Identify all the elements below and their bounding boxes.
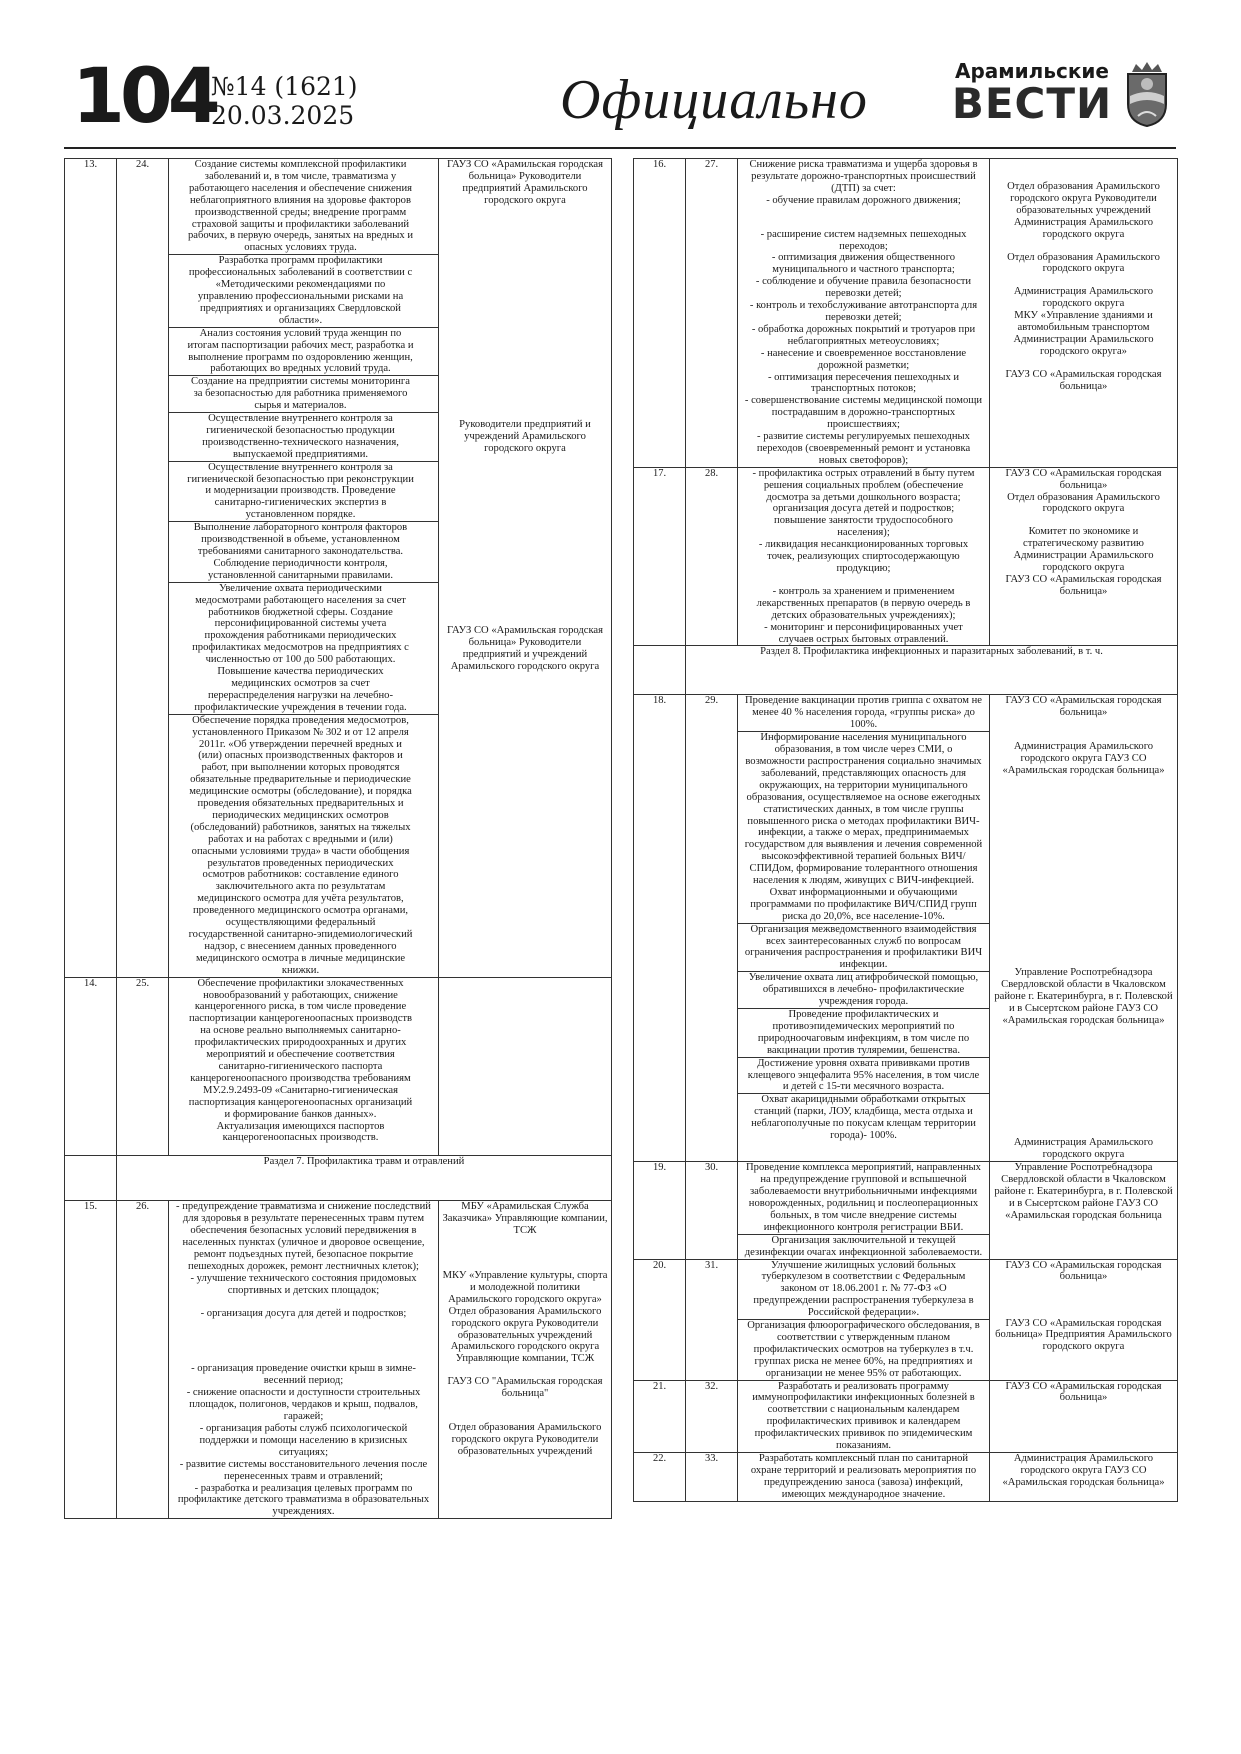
table-row-20	[634, 1259, 1178, 1380]
responsible-text: ГАУЗ СО «Арамильская городская больница»	[1005, 695, 1162, 719]
coat-of-arms-icon	[1124, 60, 1170, 128]
activity-cell	[169, 159, 439, 978]
responsible-cell	[990, 695, 1178, 1162]
activity-cell	[738, 695, 990, 1162]
activity-cell: Разработать и реализовать программу иммунопрофилактики инфекционных болезней в соответствии с национальным календарем профилактических прививок и календарем профилактических прививок по эпидемическим показаниям.	[738, 1380, 990, 1452]
responsible-text: ГАУЗ СО «Арамильская городская больница»	[1005, 1259, 1162, 1283]
responsible-cell	[990, 159, 1178, 468]
row-number: 22.	[634, 1453, 686, 1502]
responsible-text: ГАУЗ СО «Арамильская городская больница» Руководители предприятий Арамильского городского округа	[446, 159, 604, 206]
responsible-text: Комитет по экономике и стратегическому развитию Администрации Арамильского городского округа	[1013, 526, 1154, 574]
responsible-text: Руководители предприятий и учреждений Арамильского городского округа	[459, 419, 591, 454]
activity-item: Разработка программ профилактики профессиональных заболеваний в соответствии с «Методическими рекомендациями по управлению профессиональными рисками на предприятиях и организациях Свердловской области».	[169, 255, 438, 327]
responsible-text: Отдел образования Арамильского городского округа Руководители образовательных учреждений Арамильского городского округа	[448, 1305, 602, 1353]
page-header	[0, 0, 1241, 150]
issue-date: 20.03.2025	[211, 101, 355, 130]
activity-cell	[738, 1162, 990, 1259]
activity-item: Осуществление внутреннего контроля за гигиенической безопасностью продукции производственно-технического назначения, выпускаемой предприятиями.	[169, 413, 438, 462]
activity-item: - развитие системы регулируемых пешеходных переходов (своевременный ремонт и установка новых светофоров);	[756, 431, 971, 466]
table-row-15	[65, 1201, 612, 1519]
table-row-19	[634, 1162, 1178, 1259]
item-number: 27.	[686, 159, 738, 468]
activity-item: - ликвидация несанкционированных торговых точек, реализующих спиртосодержающую продукцию;	[758, 539, 969, 574]
table-row-13	[65, 159, 612, 978]
responsible-text: Управляющие компании, ТСЖ	[455, 1353, 595, 1365]
activity-item: Улучшение жилищных условий больных туберкулезом в соответствии с Федеральным законом от 18.06.2001 г. № 77-ФЗ «О предупреждении распространения туберкулеза в Российской федерации».	[738, 1260, 989, 1321]
empty-cell	[634, 646, 686, 695]
activity-item: Информирование населения муниципального образования, в том числе через СМИ, о возможности распространения социально значимых заболеваний, представляющих опасность для окружающих, на территории муниципального образования, осуществляемое на основе ежегодных статистических данных, в том числе группы повышенного риска о методах профилактики ВИЧ-инфекции, а также о мерах, предпринимаемых государством для выявления и лечения современной высокоэффективной терапией больных ВИЧ/СПИДом, формирование толерантного отношения населения к людям, живущих с ВИЧ-инфекцией. Охват информационными и обучающими программами по профилактике ВИЧ/СПИД групп риска до 20,0%, все население-10%.	[738, 732, 989, 924]
responsible-text: Администрация Арамильского городского округа	[1013, 1137, 1154, 1161]
item-number: 26.	[117, 1201, 169, 1519]
newspaper-logo	[942, 60, 1122, 126]
item-number: 33.	[686, 1453, 738, 1502]
logo-line-2: ВЕСТИ	[951, 79, 1113, 128]
responsible-text: МБУ «Арамильская Служба Заказчика» Управляющие компании, ТСЖ	[442, 1201, 608, 1237]
activity-item: Выполнение лабораторного контроля факторов производственной в объеме, установленном требованиями санитарного законодательства. Соблюдение периодичности контроля, установленной санитарными правилами.	[169, 522, 438, 583]
responsible-text: ГАУЗ СО «Арамильская городская больница»	[1005, 467, 1162, 491]
activity-item: - оптимизация движения общественного муниципального и частного транспорта;	[771, 252, 956, 276]
activity-item: - совершенствование системы медицинской помощи пострадавшим в дорожно-транспортных происшествиях;	[744, 395, 983, 431]
activity-item: - расширение систем надземных пешеходных переходов;	[760, 228, 967, 252]
activity-item: - мониторинг и персонифицированных учет случаев острых бытовых отравлений.	[764, 621, 963, 645]
empty-cell	[65, 1156, 117, 1201]
activity-item: - контроль и техобслуживание автотранспорта для перевозки детей;	[749, 300, 978, 323]
activity-item: - улучшение технического состояния придомовых спортивных и детских площадок;	[190, 1272, 417, 1296]
activity-item: Проведение комплекса мероприятий, направленных на предупреждение групповой и вспышечной заболеваемости внутрибольничными инфекциями новорожденных, родильниц и послеоперационных больных, в том числе внедрение системы инфекционного контроля регистрации ВБИ.	[738, 1162, 989, 1234]
activity-item: Создание системы комплексной профилактики заболеваний и, в том числе, травматизма у работающего населения и обеспечение снижения неблагоприятного влияния на здоровье факторов производственной среды; внедрение программ страховой защиты и профилактики заболеваний рабочих, в первую очередь, занятых на вредных и опасных условиях труда.	[169, 159, 438, 255]
responsible-text: Администрация Арамильского городского округа	[1013, 286, 1154, 310]
activity-item: Организация флюорографического обследования, в соответствии с утвержденным планом профилактических осмотров на туберкулез в т.ч. группах риска не менее 60%, на предприятиях и организации не менее 95% от работающих.	[747, 1320, 980, 1379]
row-number: 19.	[634, 1162, 686, 1259]
row-number: 15.	[65, 1201, 117, 1519]
item-number: 29.	[686, 695, 738, 1162]
page-number: 104	[72, 51, 216, 140]
responsible-text: Администрация Арамильского городского округа ГАУЗ СО «Арамильская городская больница»	[1002, 741, 1165, 777]
row-number: 21.	[634, 1380, 686, 1452]
item-number: 31.	[686, 1259, 738, 1380]
activity-item: Анализ состояния условий труда женщин по итогам паспортизации рабочих мест, разработка и выполнение программ по оздоровлению женщин, работающих во вредных условий труда.	[169, 328, 438, 377]
activity-item: Охват акарицидными обработками открытых станций (парки, ЛОУ, кладбища, места отдыха и неблагополучные по покусам клещам территории города)- 100%.	[751, 1094, 976, 1142]
section-title: Официально	[560, 69, 868, 131]
row-number: 13.	[65, 159, 117, 978]
activity-cell	[169, 977, 439, 1156]
section-heading: Раздел 7. Профилактика травм и отравлений	[117, 1156, 612, 1201]
responsible-text: Управление Роспотребнадзора Свердловской области в Чкаловском районе г. Екатеринбурга, в г. Полевской и в Сысертском районе ГАУЗ СО «Арамильская городская больница»	[994, 967, 1173, 1027]
responsible-cell	[439, 159, 612, 978]
activity-item: - организация досуга для детей и подростков;	[200, 1307, 407, 1319]
activity-item: - организация работы служб психологической поддержки и помощи населению в кризисных ситуациях;	[199, 1423, 408, 1458]
activity-item: Организация межведомственного взаимодействия всех заинтересованных служб по вопросам ограничения распространения и профилактики ВИЧ инфекции.	[738, 924, 989, 973]
responsible-text: МКУ «Управление культуры, спорта и молодежной политики Арамильского городского округа»	[442, 1270, 608, 1305]
table-row-21	[634, 1380, 1178, 1452]
activity-item: Достижение уровня охвата прививками против клещевого энцефалита 95% населения, в том числе и детей с 15-ти месячного возраста.	[738, 1058, 989, 1095]
activity-item: - организация проведение очистки крыш в зимне-весенний период;	[191, 1363, 416, 1387]
activity-item: - контроль за хранением и применением лекарственных препаратов (в первую очередь в детских образовательных учреждениях);	[756, 585, 971, 621]
row-number: 14.	[65, 977, 117, 1156]
activity-item: - соблюдение и обучение правила безопасности перевозки детей;	[755, 276, 972, 300]
logo-line-1: Арамильские	[955, 59, 1109, 83]
table-row-22	[634, 1453, 1178, 1502]
responsible-cell	[990, 1259, 1178, 1380]
section-row-7	[65, 1156, 612, 1201]
activity-item: - снижение опасности и доступности строительных площадок, полигонов, чердаков и крыш, подвалов, гаражей;	[186, 1387, 421, 1423]
activity-item: - обучение правилам дорожного движения;	[766, 194, 961, 206]
activity-item: Снижение риска травматизма и ущерба здоровья в результате дорожно-транспортных происшествий (ДТП) за счет:	[749, 159, 978, 194]
activity-cell	[169, 1201, 439, 1519]
responsible-text: Отдел образования Арамильского городского округа Руководители образовательных учреждений	[1007, 181, 1160, 216]
activity-cell	[738, 1259, 990, 1380]
responsible-text: ГАУЗ СО «Арамильская городская больница»	[1005, 368, 1162, 392]
activity-item: Обеспечение профилактики злокачественных новообразований у работающих, снижение канцерогенного риска, в том числе проведение паспортизации канцерогеноопасных производств на основе реально выполняемых санитарно-профилактических природоохранных и других мероприятий и обеспечение соответствия санитарно-гигиенического паспорта канцерогеноопасного производства требованиям МУ.2.9.2493-09 «Санитарно-гигиеническая паспортизация канцерогеноопасных организаций и формирование банков данных».	[188, 977, 413, 1120]
item-number: 24.	[117, 159, 169, 978]
row-number: 20.	[634, 1259, 686, 1380]
responsible-cell: ГАУЗ СО «Арамильская городская больница»	[990, 1380, 1178, 1452]
activity-item: - разработка и реализация целевых программ по профилактике детского травматизма в образовательных учреждениях.	[177, 1482, 430, 1518]
responsible-text: МКУ «Управление зданиями и автомобильным транспортом Администрации Арамильского городского округа»	[1013, 310, 1154, 357]
responsible-cell: Администрация Арамильского городского округа ГАУЗ СО «Арамильская городская больница»	[990, 1453, 1178, 1502]
responsible-cell: Управление Роспотребнадзора Свердловской области в Чкаловском районе г. Екатеринбурга, в г. Полевской и в Сысертском районе ГАУЗ СО «Арамильская городская больница	[990, 1162, 1178, 1259]
table-row-18	[634, 695, 1178, 1162]
item-number: 30.	[686, 1162, 738, 1259]
responsible-text: Администрация Арамильского городского округа	[1013, 216, 1154, 240]
activity-item: Проведение вакцинации против гриппа с охватом не менее 40 % населения города, «группы риска» до 100%.	[738, 695, 989, 732]
responsible-text: ГАУЗ СО «Арамильская городская больница» Предприятия Арамильского городского округа	[995, 1317, 1172, 1353]
responsible-text: ГАУЗ СО «Арамильская городская больница» Руководители предприятий и учреждений Арамильского городского округа	[446, 625, 604, 672]
responsible-cell	[439, 977, 612, 1156]
issue-number: №14 (1621)	[211, 72, 358, 101]
responsible-text: Отдел образования Арамильского городского округа	[1007, 251, 1160, 275]
activity-item: - профилактика острых отравлений в быту путем решения социальных проблем (обеспечение досмотра за детьми дошкольного возраста; организация досуга детей и подростков; повышение занятости трудоспособного населения);	[752, 467, 975, 539]
activity-item: Проведение профилактических и противоэпидемических мероприятий по природноочаговым инфекциям, в том числе по вакцинации против туляремии, бешенства.	[738, 1009, 989, 1058]
item-number: 25.	[117, 977, 169, 1156]
activity-item: - нанесение и своевременное восстановление дорожной разметки;	[760, 347, 967, 371]
activity-item: Увеличение охвата периодическими медосмотрами работающего населения за счет работников бюджетной сферы. Создание персонифицированной системы учета прохождения работниками периодических профилактиках медосмотров на предприятиях с численностью от 100 до 500 работающих. Повышение качества периодических медицинских осмотров за счет перераспределения нагрузки на лечебно- профилактические учреждения в течении года.	[169, 583, 438, 715]
activity-item: - развитие системы восстановительного лечения после перенесенных травм и отравлений;	[179, 1458, 428, 1482]
activity-item: Обеспечение порядка проведения медосмотров, установленного Приказом № 302 и от 12 апреля 2011г. «Об утверждении перечней вредных и (или) опасных производственных факторов и работ, при выполнении которых проводятся обязательные предварительные и периодические медицинские осмотры (обследование), и порядка проведения обязательных предварительных и периодических медицинских осмотров (обследований) работников, занятых на тяжелых работах и на работах с вредными и (или) опасными условиями труда» в части обобщения результатов проведенных периодических осмотров работников: составление единого заключительного акта по результатам медицинского осмотра для учёта результатов, проведенного медицинского осмотра органами, осуществляющими федеральный государственной санитарно-эпидемиологический надзор, с внесением данных проведенного медицинского осмотра в личные медицинские книжки.	[188, 714, 413, 976]
table-row-16	[634, 159, 1178, 468]
table-row-17	[634, 467, 1178, 646]
activity-item: - оптимизация пересечения пешеходных и транспортных потоков;	[767, 371, 960, 395]
header-rule	[64, 147, 1176, 149]
activity-item: - обработка дорожных покрытий и тротуаров при неблагоприятных метеоусловиях;	[751, 323, 976, 347]
issue-info	[211, 72, 358, 130]
activity-item: - предупреждение травматизма и снижение последствий для здоровья в результате перенесенных травм путем обеспечения безопасных условий передвижения в населенных пунктах (уличное и дворовое освещение, ремонт подъездных путей, безопасное покрытие пешеходных дорожек, ремонт лестничных клеток);	[176, 1201, 431, 1272]
responsible-text: Отдел образования Арамильского городского округа	[1007, 491, 1160, 515]
activity-cell	[738, 159, 990, 468]
activity-item: Увеличение охвата лиц атифробической помощью, обратившихся в лечебно- профилактические учреждения города.	[738, 972, 989, 1009]
activity-item: Создание на предприятии системы мониторинга за безопасностью для работника применяемого сырья и материалов.	[169, 376, 438, 413]
item-number: 28.	[686, 467, 738, 646]
responsible-cell	[990, 467, 1178, 646]
activity-cell: Разработать комплексный план по санитарной охране территорий и реализовать мероприятия по предупреждению заноса (завоза) инфекций, имеющих международное значение.	[738, 1453, 990, 1502]
responsible-text: ГАУЗ СО «Арамильская городская больница»	[1005, 574, 1162, 597]
activity-cell	[738, 467, 990, 646]
row-number: 17.	[634, 467, 686, 646]
activity-item: Осуществление внутреннего контроля за гигиенической безопасностью при реконструкции и модернизации производств. Проведение санитарно-гигиенических экспертиз в установленном порядке.	[169, 462, 438, 523]
left-table	[64, 158, 612, 1519]
right-table	[633, 158, 1178, 1502]
responsible-cell	[439, 1201, 612, 1519]
item-number: 32.	[686, 1380, 738, 1452]
responsible-text: Отдел образования Арамильского городского округа Руководители образовательных учреждений	[448, 1422, 602, 1457]
responsible-text: ГАУЗ СО "Арамильская городская больница"	[447, 1376, 603, 1400]
row-number: 16.	[634, 159, 686, 468]
table-row-14	[65, 977, 612, 1156]
activity-item: Актуализация имеющихся паспортов канцерогеноопасных производств.	[216, 1120, 385, 1144]
row-number: 18.	[634, 695, 686, 1162]
activity-item: Организация заключительной и текущей дезинфекции очагах инфекционной заболеваемости.	[744, 1234, 983, 1258]
section-heading: Раздел 8. Профилактика инфекционных и паразитарных заболеваний, в т. ч.	[686, 646, 1178, 695]
section-row-8	[634, 646, 1178, 695]
